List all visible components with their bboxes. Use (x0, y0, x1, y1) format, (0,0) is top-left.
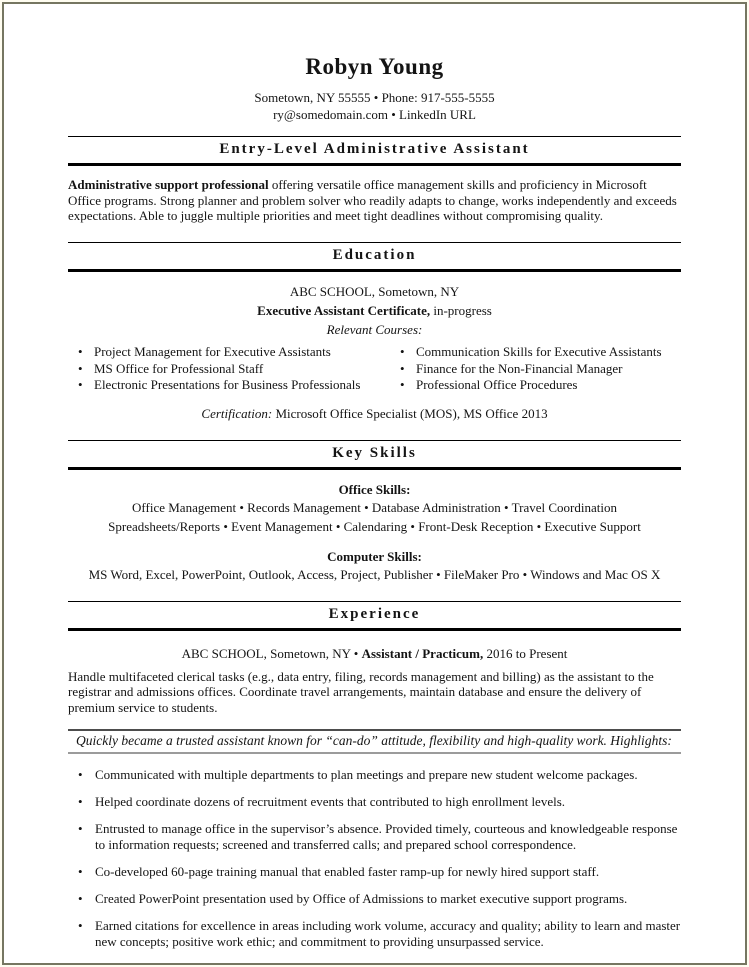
section-heading-job-title: Entry-Level Administrative Assistant (68, 136, 681, 166)
job-school: ABC SCHOOL, Sometown, NY • (181, 645, 362, 661)
highlights-callout: Quickly became a trusted assistant known for “can-do” attitude, flexibility and high-quality work. Highlights: (68, 729, 681, 754)
experience-bullet: • Helped coordinate dozens of recruitment events that contributed to high enrollment levels. (68, 794, 681, 810)
course-item: • Finance for the Non-Financial Manager (390, 361, 681, 378)
experience-bullet: • Earned citations for excellence in areas including work volume, accuracy and quality; ability to learn and master new concepts; positive work ethic; and commitment to providing unsurpassed service. (68, 918, 681, 949)
job-dates: 2016 to Present (483, 645, 568, 661)
experience-bullet: • Entrusted to manage office in the supervisor’s absence. Provided timely, courteous and knowledgeable response to information requests; screened and transferred calls; and prepared school correspondence. (68, 821, 681, 852)
course-item: • Professional Office Procedures (390, 377, 681, 394)
computer-skills-line: MS Word, Excel, PowerPoint, Outlook, Access, Project, Publisher • FileMaker Pro • Windows and Mac OS X (88, 566, 661, 582)
experience-bullet: • Communicated with multiple departments to plan meetings and prepare new student welcome packages. (68, 767, 681, 783)
page-border-frame (2, 2, 747, 965)
experience-bullet: • Co-developed 60-page training manual that enabled faster ramp-up for newly hired support staff. (68, 864, 681, 880)
summary-lead-bold: Administrative support professional (68, 177, 269, 192)
contact-line-location-phone: Sometown, NY 55555 • Phone: 917-555-5555 (254, 90, 495, 105)
office-skills-label: Office Skills: (338, 481, 411, 497)
office-skills-line-2: Spreadsheets/Reports • Event Management • Calendaring • Front-Desk Reception • Executive Support (108, 518, 641, 534)
education-school-line: ABC SCHOOL, Sometown, NY (289, 284, 460, 300)
section-heading-experience: Experience (68, 601, 681, 631)
certification-line (68, 406, 681, 422)
summary-body-text: offering versatile office management skills and proficiency in Microsoft Office programs. Strong planner and problem solver who readily adapts to change, works independently and exceeds expectations. Able to juggle multiple priorities and meet tight deadlines without compromising quality. (68, 177, 677, 224)
relevant-courses-label: Relevant Courses: (326, 322, 423, 338)
courses-column-left (68, 344, 390, 394)
course-item: • Communication Skills for Executive Assistants (390, 344, 681, 361)
office-skills-line-1: Office Management • Records Management • Database Administration • Travel Coordination (132, 499, 617, 515)
job-title-bold: Assistant / Practicum, (361, 645, 484, 661)
certificate-name-bold: Executive Assistant Certificate, (257, 303, 431, 319)
certification-text: Microsoft Office Specialist (MOS), MS Office 2013 (272, 405, 548, 421)
contact-line-email-linkedin: ry@somedomain.com • LinkedIn URL (273, 107, 476, 122)
summary-paragraph (68, 177, 681, 224)
certification-label: Certification: (201, 405, 273, 421)
computer-skills-label: Computer Skills: (327, 548, 422, 564)
resume-page (4, 4, 745, 963)
job-header-line (68, 646, 681, 662)
job-description: Handle multifaceted clerical tasks (e.g., data entry, filing, records management and billing) as the assistant to the registrar and admissions offices. Coordinate travel arrangements, maintain database and ensure the delivery of premium service to students. (68, 668, 654, 716)
candidate-name: Robyn Young (305, 54, 444, 79)
education-certificate-line (68, 301, 681, 320)
courses-column-right (390, 344, 681, 394)
section-heading-key-skills: Key Skills (68, 440, 681, 470)
course-item: • Project Management for Executive Assistants (68, 344, 390, 361)
certificate-status: in-progress (430, 303, 492, 319)
course-item: • MS Office for Professional Staff (68, 361, 390, 378)
relevant-courses-list (68, 344, 681, 394)
experience-bullet-list (68, 767, 681, 950)
experience-bullet: • Created PowerPoint presentation used by Office of Admissions to market executive support programs. (68, 891, 681, 907)
course-item: • Electronic Presentations for Business Professionals (68, 377, 390, 394)
section-heading-education: Education (68, 242, 681, 272)
